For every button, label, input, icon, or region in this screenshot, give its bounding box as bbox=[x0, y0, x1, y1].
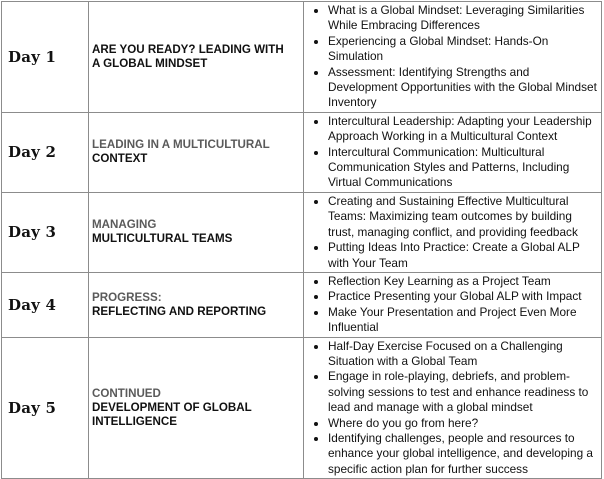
module-title-line: LEADING IN A MULTICULTURAL bbox=[92, 138, 270, 152]
schedule-row-day-4 bbox=[2, 272, 602, 337]
day-label: Day 1 bbox=[2, 2, 89, 113]
schedule-row-day-2 bbox=[2, 112, 602, 192]
day-label: Day 4 bbox=[2, 272, 89, 337]
program-schedule-table bbox=[1, 1, 602, 479]
topic-list bbox=[304, 274, 597, 336]
module-title-line: PROGRESS: bbox=[92, 290, 162, 304]
topic-item: • Practice Presenting your Global ALP with Impact bbox=[328, 289, 597, 304]
schedule-row-day-5 bbox=[2, 337, 602, 479]
topic-list bbox=[304, 3, 597, 111]
module-title bbox=[89, 337, 304, 479]
day-label: Day 3 bbox=[2, 192, 89, 272]
schedule-row-day-3 bbox=[2, 192, 602, 272]
module-title bbox=[89, 272, 304, 337]
module-title-line: MULTICULTURAL TEAMS bbox=[92, 232, 233, 246]
topic-item: • Intercultural Communication: Multicultural Communication Styles and Patterns, Including Virtual Communications bbox=[328, 145, 597, 191]
topic-item: • Where do you go from here? bbox=[328, 416, 597, 431]
module-topics bbox=[304, 112, 602, 192]
topic-list bbox=[304, 194, 597, 271]
topic-item: • Identifying challenges, people and resources to enhance your global intelligence, and developing a specific action plan for further success bbox=[328, 431, 597, 477]
day-label: Day 2 bbox=[2, 112, 89, 192]
module-title-line: MANAGING bbox=[92, 218, 157, 232]
topic-item: • What is a Global Mindset: Leveraging Similarities While Embracing Differences bbox=[328, 3, 597, 34]
module-topics bbox=[304, 272, 602, 337]
topic-item: • Creating and Sustaining Effective Multicultural Teams: Maximizing team outcomes by building trust, managing conflict, and providing feedback bbox=[328, 194, 597, 240]
module-title-line: CONTEXT bbox=[92, 152, 148, 166]
schedule-row-day-1 bbox=[2, 2, 602, 113]
topic-item: • Reflection Key Learning as a Project Team bbox=[328, 274, 597, 289]
topic-list bbox=[304, 114, 597, 191]
module-title-line: REFLECTING AND REPORTING bbox=[92, 304, 267, 318]
topic-item: • Experiencing a Global Mindset: Hands-On Simulation bbox=[328, 34, 597, 65]
day-label: Day 5 bbox=[2, 337, 89, 479]
module-topics bbox=[304, 192, 602, 272]
topic-list bbox=[304, 339, 597, 478]
topic-item: • Putting Ideas Into Practice: Create a Global ALP with Your Team bbox=[328, 240, 597, 271]
module-title-line: INTELLIGENCE bbox=[92, 414, 178, 428]
topic-item: • Assessment: Identifying Strengths and Development Opportunities with the Global Mindset Inventory bbox=[328, 65, 597, 111]
module-title bbox=[89, 112, 304, 192]
topic-item: • Half-Day Exercise Focused on a Challenging Situation with a Global Team bbox=[328, 339, 597, 370]
topic-item: • Engage in role-playing, debriefs, and problem-solving sessions to test and enhance readiness to lead and manage with a global mindset bbox=[328, 369, 597, 415]
topic-item: • Intercultural Leadership: Adapting your Leadership Approach Working in a Multicultural Context bbox=[328, 114, 597, 145]
module-title bbox=[89, 2, 304, 113]
module-topics bbox=[304, 2, 602, 113]
topic-item: • Make Your Presentation and Project Even More Influential bbox=[328, 305, 597, 336]
module-title-line: DEVELOPMENT OF GLOBAL bbox=[92, 400, 252, 414]
module-title bbox=[89, 192, 304, 272]
module-topics bbox=[304, 337, 602, 479]
module-title-line: ARE YOU READY? LEADING WITH bbox=[92, 42, 284, 56]
module-title-line: A GLOBAL MINDSET bbox=[92, 56, 208, 70]
module-title-line: CONTINUED bbox=[92, 386, 161, 400]
